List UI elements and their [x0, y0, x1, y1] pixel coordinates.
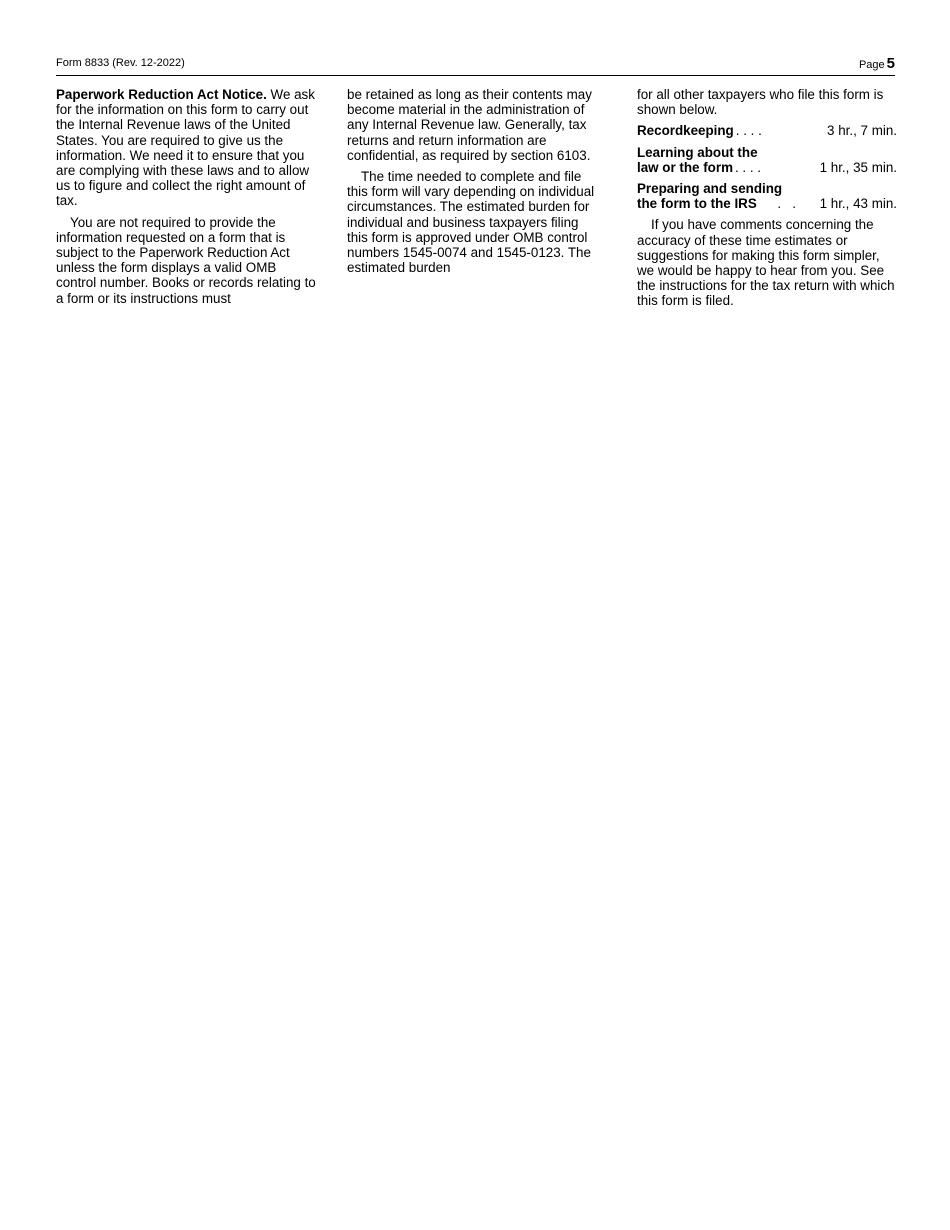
other-taxpayers-paragraph: for all other taxpayers who file this form is shown below. [637, 87, 884, 118]
burden-time: 1 hr., 43 min. [819, 196, 897, 212]
leader-dots: . . [758, 196, 800, 212]
burden-row-preparing [637, 181, 897, 211]
burden-row-learning [637, 145, 897, 175]
burden-label-line2: law or the form [637, 159, 733, 175]
paperwork-notice-body: We ask for the information on this form to carry out the Internal Revenue laws of the United States. You are required to give us the information. We need it to ensure that you are complying with these laws and to allow us to figure and collect the right amount of tax. [56, 87, 315, 209]
omb-requirement-paragraph: You are not required to provide the information requested on a form that is subject to the Paperwork Reduction Act unless the form displays a valid OMB control number. Books or records relating to a form or its instructions must [56, 214, 316, 306]
burden-row-learning-line2 [637, 160, 897, 175]
burden-label-line1: Preparing and sending [637, 181, 783, 197]
records-retention-paragraph: be retained as long as their contents may become material in the administration of any Internal Revenue law. Generally, tax returns and return information are confidential, as required by section 6103. [347, 87, 592, 163]
column-2 [347, 87, 603, 281]
column-3 [637, 87, 897, 315]
form-identifier: Form 8833 (Rev. 12-2022) [56, 57, 185, 69]
burden-row-preparing-line2 [637, 196, 897, 211]
page-indicator [859, 55, 895, 72]
page-label: Page [858, 59, 885, 71]
burden-label: Recordkeeping [637, 123, 734, 139]
time-estimate-paragraph: The time needed to complete and file this form will vary depending on individual circumstances. The estimated burden for individual and business taxpayers filing this form is approved under OMB control numbers 1545-0074 and 1545-0123. The estimated burden [347, 169, 595, 276]
page-number: 5 [886, 55, 895, 72]
paperwork-notice-heading: Paperwork Reduction Act Notice. [56, 87, 267, 102]
page-header [56, 53, 895, 76]
leader-dots: . . . . [735, 123, 762, 139]
paperwork-notice-paragraph [56, 87, 318, 209]
burden-row-recordkeeping [637, 123, 897, 138]
burden-time: 3 hr., 7 min. [827, 123, 897, 139]
leader-dots: . . . . [734, 159, 762, 175]
burden-label-line2: the form to the IRS [637, 196, 757, 212]
burden-time: 1 hr., 35 min. [819, 159, 897, 175]
comments-paragraph: If you have comments concerning the accuracy of these time estimates or suggestions for making this form simpler, we would be happy to hear from you. See the instructions for the tax return with which this form is filed. [637, 217, 895, 309]
column-1 [56, 87, 318, 312]
burden-label-line1: Learning about the [637, 144, 758, 160]
